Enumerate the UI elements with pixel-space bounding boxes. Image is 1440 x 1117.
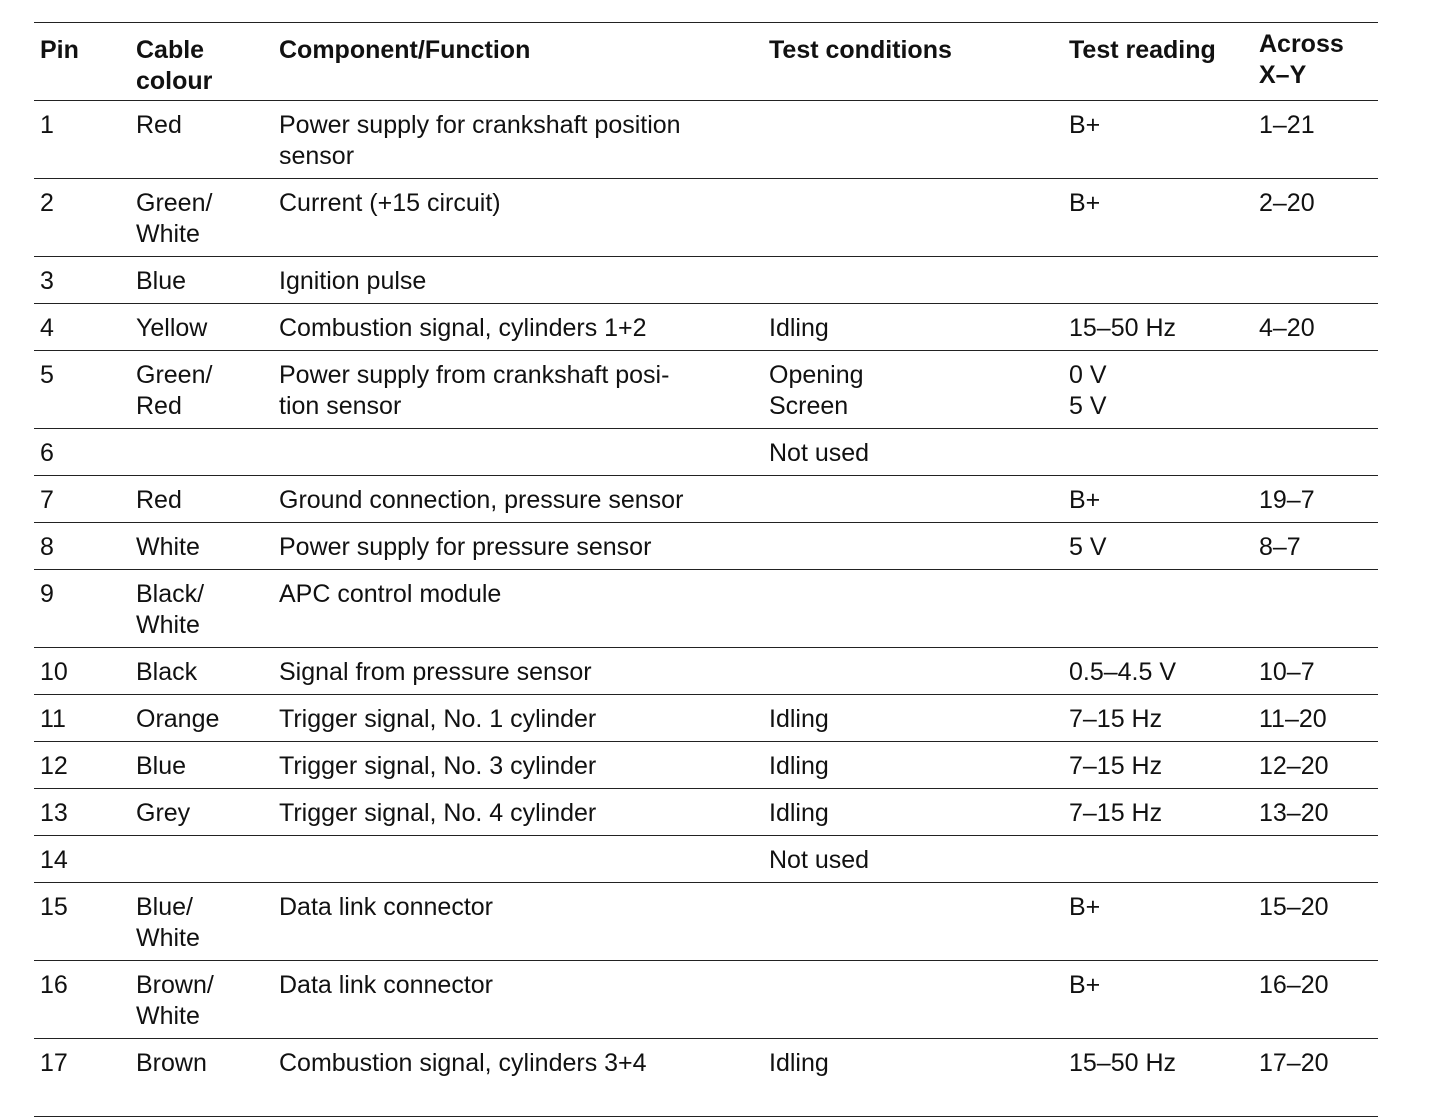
cell-test-reading-line: 7–15 Hz (1069, 705, 1163, 733)
cell-component (273, 883, 763, 961)
cell-component (273, 695, 763, 742)
cell-test-reading-line: B+ (1069, 189, 1101, 217)
cell-across-text: 10–7 (1259, 658, 1315, 686)
cell-component-line: tion sensor (279, 392, 402, 420)
cell-across-text: 16–20 (1259, 971, 1329, 999)
cell-across (1253, 883, 1378, 961)
header-across-line-1: Across (1259, 30, 1344, 58)
cell-across (1253, 789, 1378, 836)
cell-across-text: 17–20 (1259, 1049, 1329, 1077)
cell-test-reading-line: 15–50 Hz (1069, 1049, 1177, 1077)
cell-test-conditions (763, 304, 1063, 351)
cell-test-reading-line: B+ (1069, 893, 1101, 921)
cell-pin-text: 8 (40, 533, 54, 561)
cell-cable-colour-line: Red (136, 486, 182, 514)
cell-component-line: Combustion signal, cylinders 3+4 (279, 1049, 647, 1077)
cell-across-text: 2–20 (1259, 189, 1315, 217)
cell-test-conditions-line: Idling (769, 705, 829, 733)
cell-cable-colour-line: Blue/ (136, 893, 193, 921)
cell-test-conditions-line: Screen (769, 392, 849, 420)
cell-pin (34, 836, 130, 883)
table-row (34, 742, 1378, 789)
header-pin (34, 23, 130, 101)
cell-cable-colour (130, 570, 273, 648)
cell-across (1253, 695, 1378, 742)
cell-cable-colour (130, 257, 273, 304)
table-row (34, 1039, 1378, 1117)
cell-test-reading-line: B+ (1069, 486, 1101, 514)
cell-component (273, 789, 763, 836)
cell-component (273, 1039, 763, 1117)
cell-pin (34, 429, 130, 476)
cell-pin (34, 648, 130, 695)
cell-pin (34, 961, 130, 1039)
cell-component-line: sensor (279, 142, 355, 170)
cell-pin-text: 11 (40, 705, 66, 733)
header-across (1253, 23, 1378, 101)
cell-cable-colour-line: Brown (136, 1049, 207, 1077)
cell-cable-colour-line: Grey (136, 799, 191, 827)
cell-pin-text: 10 (40, 658, 68, 686)
cell-test-conditions (763, 789, 1063, 836)
header-across-line-2: X–Y (1259, 61, 1307, 89)
cell-test-conditions (763, 523, 1063, 570)
table-row (34, 836, 1378, 883)
cell-pin-text: 1 (40, 111, 54, 139)
cell-pin (34, 1039, 130, 1117)
cell-component-line: Data link connector (279, 971, 494, 999)
cell-test-conditions (763, 648, 1063, 695)
cell-pin-text: 7 (40, 486, 54, 514)
table-row (34, 648, 1378, 695)
header-conditions (763, 23, 1063, 101)
cell-test-reading (1063, 1039, 1253, 1117)
cell-test-reading-line: 7–15 Hz (1069, 799, 1163, 827)
cell-test-reading (1063, 257, 1253, 304)
cell-test-reading-line: 0.5–4.5 V (1069, 658, 1177, 686)
cell-component (273, 648, 763, 695)
cell-test-reading (1063, 351, 1253, 429)
header-pin-label: Pin (40, 36, 79, 64)
table-row (34, 429, 1378, 476)
cell-across-text: 19–7 (1259, 486, 1315, 514)
cell-pin-text: 16 (40, 971, 68, 999)
table-body (34, 101, 1378, 1117)
cell-test-conditions (763, 570, 1063, 648)
cell-cable-colour-line: Orange (136, 705, 220, 733)
cell-cable-colour (130, 523, 273, 570)
cell-test-reading-line: 0 V (1069, 361, 1107, 389)
cell-cable-colour-line: White (136, 220, 200, 248)
header-row (34, 23, 1378, 101)
cell-component-line: Trigger signal, No. 3 cylinder (279, 752, 597, 780)
header-conditions-label: Test conditions (769, 36, 952, 64)
cell-cable-colour (130, 883, 273, 961)
cell-test-conditions-line: Idling (769, 799, 829, 827)
cell-pin (34, 179, 130, 257)
cell-cable-colour (130, 429, 273, 476)
cell-across (1253, 742, 1378, 789)
header-cable-colour-line-2: colour (136, 67, 213, 95)
cell-cable-colour (130, 836, 273, 883)
cell-across-text: 15–20 (1259, 893, 1329, 921)
cell-cable-colour (130, 304, 273, 351)
table-row (34, 304, 1378, 351)
table-row (34, 695, 1378, 742)
table-header (34, 23, 1378, 101)
cell-cable-colour (130, 1039, 273, 1117)
cell-test-reading (1063, 883, 1253, 961)
cell-cable-colour-line: Blue (136, 752, 187, 780)
cell-cable-colour-line: Black/ (136, 580, 205, 608)
cell-cable-colour (130, 648, 273, 695)
cell-across (1253, 101, 1378, 179)
cell-pin (34, 695, 130, 742)
cell-component (273, 257, 763, 304)
cell-test-reading-line: 7–15 Hz (1069, 752, 1163, 780)
cell-test-reading (1063, 179, 1253, 257)
cell-across (1253, 476, 1378, 523)
cell-test-reading (1063, 523, 1253, 570)
cell-test-conditions-line: Not used (769, 439, 870, 467)
cell-across-text: 8–7 (1259, 533, 1301, 561)
header-cable-colour (130, 23, 273, 101)
cell-across (1253, 836, 1378, 883)
cell-pin-text: 15 (40, 893, 68, 921)
cell-pin-text: 13 (40, 799, 68, 827)
cell-test-reading-line: B+ (1069, 111, 1101, 139)
cell-cable-colour (130, 179, 273, 257)
cell-component-line: Signal from pressure sensor (279, 658, 592, 686)
table-row (34, 961, 1378, 1039)
header-reading (1063, 23, 1253, 101)
cell-test-reading-line: 5 V (1069, 533, 1107, 561)
cell-pin-text: 9 (40, 580, 54, 608)
cell-cable-colour-line: Red (136, 392, 182, 420)
cell-component (273, 179, 763, 257)
cell-test-conditions-line: Idling (769, 1049, 829, 1077)
cell-cable-colour (130, 476, 273, 523)
cell-component-line: Ignition pulse (279, 267, 427, 295)
cell-cable-colour-line: White (136, 1002, 200, 1030)
cell-component (273, 523, 763, 570)
cell-cable-colour (130, 695, 273, 742)
cell-pin (34, 304, 130, 351)
cell-cable-colour-line: Green/ (136, 189, 213, 217)
cell-cable-colour-line: Yellow (136, 314, 208, 342)
cell-test-reading (1063, 961, 1253, 1039)
cell-test-reading (1063, 304, 1253, 351)
cell-pin (34, 789, 130, 836)
cell-pin-text: 2 (40, 189, 54, 217)
cell-test-reading (1063, 742, 1253, 789)
cell-across-text: 13–20 (1259, 799, 1329, 827)
cell-test-conditions-line: Idling (769, 752, 829, 780)
cell-cable-colour-line: White (136, 533, 200, 561)
cell-pin-text: 12 (40, 752, 68, 780)
cell-component (273, 742, 763, 789)
cell-component-line: APC control module (279, 580, 502, 608)
cell-component (273, 429, 763, 476)
table-row (34, 179, 1378, 257)
cell-across (1253, 179, 1378, 257)
cell-test-conditions (763, 179, 1063, 257)
cell-cable-colour-line: White (136, 924, 200, 952)
cell-across (1253, 570, 1378, 648)
table-row (34, 257, 1378, 304)
cell-test-conditions (763, 257, 1063, 304)
cell-test-conditions-line: Opening (769, 361, 864, 389)
cell-across (1253, 304, 1378, 351)
pin-test-table (34, 22, 1378, 1117)
header-component-label: Component/Function (279, 36, 531, 64)
table-row (34, 883, 1378, 961)
cell-test-conditions (763, 695, 1063, 742)
cell-pin (34, 570, 130, 648)
table-row (34, 476, 1378, 523)
header-cable-colour-line-1: Cable (136, 36, 205, 64)
cell-cable-colour (130, 789, 273, 836)
cell-test-reading (1063, 789, 1253, 836)
cell-component-line: Power supply for crankshaft position (279, 111, 681, 139)
cell-test-reading (1063, 429, 1253, 476)
table-row (34, 789, 1378, 836)
cell-component (273, 836, 763, 883)
cell-component-line: Trigger signal, No. 1 cylinder (279, 705, 597, 733)
cell-pin (34, 883, 130, 961)
cell-test-reading-line: 5 V (1069, 392, 1107, 420)
cell-test-reading (1063, 570, 1253, 648)
cell-cable-colour (130, 351, 273, 429)
cell-component (273, 101, 763, 179)
cell-test-conditions (763, 883, 1063, 961)
cell-pin-text: 17 (40, 1049, 68, 1077)
cell-across-text: 11–20 (1259, 705, 1327, 733)
cell-across (1253, 523, 1378, 570)
cell-component-line: Power supply for pressure sensor (279, 533, 652, 561)
cell-cable-colour (130, 961, 273, 1039)
cell-cable-colour-line: Black (136, 658, 198, 686)
cell-across (1253, 257, 1378, 304)
header-component (273, 23, 763, 101)
cell-test-conditions (763, 429, 1063, 476)
cell-component-line: Combustion signal, cylinders 1+2 (279, 314, 647, 342)
cell-across-text: 12–20 (1259, 752, 1329, 780)
cell-across (1253, 351, 1378, 429)
cell-cable-colour (130, 742, 273, 789)
cell-pin-text: 6 (40, 439, 54, 467)
cell-test-conditions-line: Idling (769, 314, 829, 342)
cell-across (1253, 1039, 1378, 1117)
cell-test-conditions (763, 351, 1063, 429)
header-reading-label: Test reading (1069, 36, 1216, 64)
cell-cable-colour-line: Red (136, 111, 182, 139)
cell-component-line: Power supply from crankshaft posi- (279, 361, 670, 389)
cell-test-reading (1063, 836, 1253, 883)
table-row (34, 351, 1378, 429)
cell-pin (34, 257, 130, 304)
cell-component (273, 304, 763, 351)
cell-component-line: Ground connection, pressure sensor (279, 486, 684, 514)
cell-test-conditions (763, 961, 1063, 1039)
cell-pin (34, 742, 130, 789)
cell-test-reading (1063, 648, 1253, 695)
pin-test-table-sheet (34, 22, 1378, 1117)
cell-test-conditions (763, 742, 1063, 789)
cell-pin (34, 523, 130, 570)
cell-pin (34, 101, 130, 179)
cell-cable-colour-line: Blue (136, 267, 187, 295)
cell-component (273, 476, 763, 523)
cell-across-text: 1–21 (1259, 111, 1315, 139)
cell-pin-text: 14 (40, 846, 68, 874)
cell-component-line: Trigger signal, No. 4 cylinder (279, 799, 597, 827)
table-row (34, 570, 1378, 648)
cell-across (1253, 961, 1378, 1039)
cell-test-conditions (763, 476, 1063, 523)
cell-test-reading-line: B+ (1069, 971, 1101, 999)
cell-across (1253, 429, 1378, 476)
cell-test-conditions (763, 1039, 1063, 1117)
cell-component (273, 570, 763, 648)
cell-test-reading-line: 15–50 Hz (1069, 314, 1177, 342)
cell-test-conditions (763, 836, 1063, 883)
cell-cable-colour-line: Green/ (136, 361, 213, 389)
cell-pin-text: 5 (40, 361, 54, 389)
cell-component-line: Data link connector (279, 893, 494, 921)
cell-test-conditions (763, 101, 1063, 179)
table-row (34, 523, 1378, 570)
table-row (34, 101, 1378, 179)
cell-component (273, 961, 763, 1039)
cell-component (273, 351, 763, 429)
cell-cable-colour-line: Brown/ (136, 971, 214, 999)
cell-test-conditions-line: Not used (769, 846, 870, 874)
cell-test-reading (1063, 695, 1253, 742)
cell-test-reading (1063, 101, 1253, 179)
cell-pin-text: 4 (40, 314, 54, 342)
cell-pin (34, 351, 130, 429)
cell-cable-colour-line: White (136, 611, 200, 639)
cell-cable-colour (130, 101, 273, 179)
cell-across (1253, 648, 1378, 695)
cell-across-text: 4–20 (1259, 314, 1315, 342)
cell-test-reading (1063, 476, 1253, 523)
cell-component-line: Current (+15 circuit) (279, 189, 501, 217)
cell-pin-text: 3 (40, 267, 54, 295)
cell-pin (34, 476, 130, 523)
